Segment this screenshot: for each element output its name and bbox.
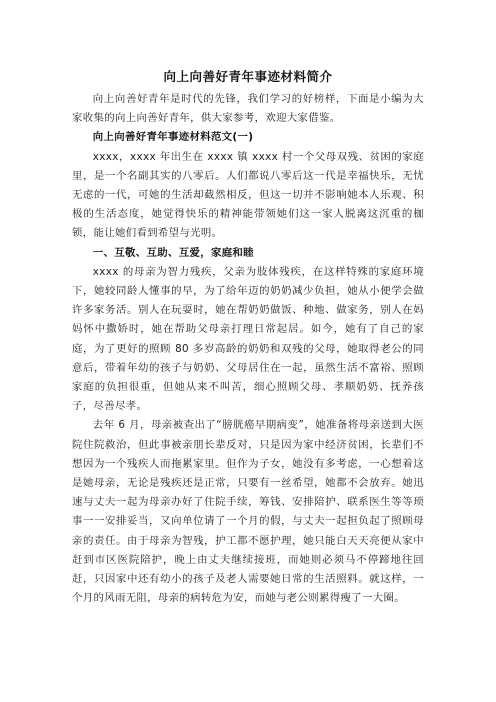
body-paragraph: 向上向善好青年是时代的先锋，我们学习的好榜样，下面是小编为大家收集的向上向善好青年，供大家参考，欢迎大家借鉴。	[72, 93, 424, 125]
body-paragraph: 去年 6 月，母亲被查出了“膀胱癌早期病变”，她准备将母亲送到大医院住院救治，但此事被亲朋长辈反对，只是因为家中经济贫困，长辈们不想因为一个残疾人而拖累家里。但作为子女，她没有多考虑，一心想着这是她母亲，无论是残疾还是正常，只要有一丝希望，她都不会放弃。她迅速与丈夫一起为母亲办好了住院手续，筹钱、安排陪护、联系医生等等琐事一一安排妥当，又向单位请了一个月的假，与丈夫一起担负起了照顾母亲的责任。由于母亲为智残，护工都不愿护理，她只能白天天亮便从家中赶到市区医院陪护，晚上由丈夫继续接班，而她则必须马不停蹄地往回赶，只因家中还有幼小的孩子及老人需要她日常的生活照料。就这样，一个月的风雨无阻，母亲的病转危为安，而她与老公则累得瘦了一大圈。	[72, 419, 424, 605]
section-heading: 向上向善好青年事迹材料范文(一)	[92, 131, 254, 144]
body-paragraph: xxxx，xxxx 年出生在 xxxx 镇 xxxx 村一个父母双残、贫困的家庭里，是一个名副其实的八零后。人们都说八零后这一代是幸福快乐，无忧无虑的一代，可她的生活却截然相反，但这一切并不影响她本人乐观、积极的生活态度，她觉得快乐的精神能带领她们这一家人脱离这沉重的枷锁，能让她们看到希望与光明。	[72, 150, 424, 240]
document-title: 向上向善好青年事迹材料简介	[163, 69, 333, 84]
section-heading: 一、互敬、互助、互爱，家庭和睦	[92, 246, 254, 259]
body-paragraph: xxxx 的母亲为智力残疾，父亲为肢体残疾，在这样特殊的家庭环境下，她较同龄人懂事的早，为了给年迈的奶奶减少负担，她从小便学会做许多家务活。别人在玩耍时，她在帮奶奶做饭、种地、做家务，别人在妈妈怀中撒娇时，她在帮助父母亲打理日常起居。如今，她有了自己的家庭，为了更好的照顾 80 多岁高龄的奶奶和双残的父母，她取得老公的同意后，带着年幼的孩子与奶奶、父母居住在一起，虽然生活不富裕、照顾家庭的负担很重，但她从来不叫苦，细心照顾父母、孝顺奶奶、抚养孩子，尽善尽孝。	[72, 265, 424, 413]
document-body	[72, 90, 424, 608]
